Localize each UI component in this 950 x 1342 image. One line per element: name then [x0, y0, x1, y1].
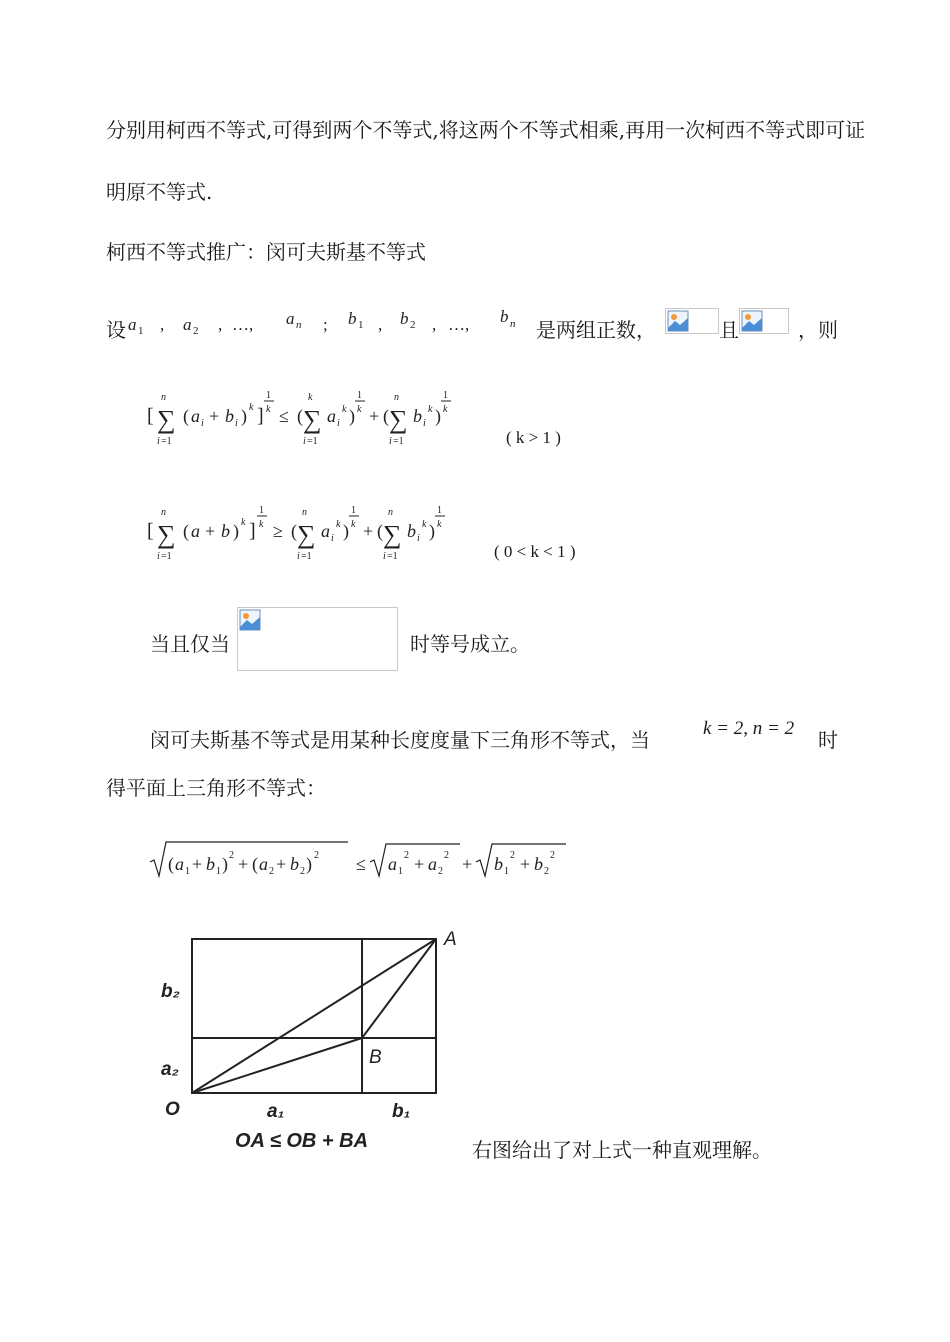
svg-text:=1: =1: [387, 551, 398, 562]
broken-image-icon: [239, 609, 261, 631]
paragraph2-line2: 得平面上三角形不等式：: [106, 776, 326, 800]
svg-text:,: ,: [378, 315, 383, 334]
svg-text:1: 1: [443, 390, 448, 401]
label-b2: b₂: [161, 981, 180, 1002]
broken-image-3: [237, 607, 398, 671]
svg-text:i: i: [235, 418, 238, 429]
svg-text:2: 2: [314, 850, 319, 861]
svg-text:1: 1: [351, 505, 356, 516]
label-a2: a₂: [161, 1059, 179, 1080]
svg-text:+: +: [192, 854, 203, 874]
svg-text:): ): [343, 521, 349, 541]
svg-text:1: 1: [357, 390, 362, 401]
svg-text:b: b: [348, 309, 357, 328]
svg-text:1: 1: [358, 319, 364, 331]
svg-text:a: a: [428, 854, 437, 874]
svg-text:a: a: [259, 854, 268, 874]
svg-text:∑: ∑: [297, 520, 316, 549]
svg-text:∑: ∑: [383, 520, 402, 549]
svg-text:=1: =1: [161, 436, 172, 447]
svg-text:k: k: [241, 517, 246, 528]
paragraph2-line1-suffix: 时: [818, 728, 838, 752]
svg-text:b: b: [206, 854, 215, 874]
svg-text:=1: =1: [307, 436, 318, 447]
formula-2: [145, 495, 485, 565]
svg-text:1: 1: [138, 325, 144, 337]
svg-text:n: n: [302, 507, 307, 518]
svg-text:1: 1: [266, 390, 271, 401]
broken-image-icon: [741, 310, 763, 332]
section-heading: 柯西不等式推广：闵可夫斯基不等式: [106, 240, 426, 264]
svg-text:n: n: [161, 392, 166, 403]
setup-suffix: 是两组正数，: [536, 318, 656, 342]
svg-text:2: 2: [300, 866, 305, 877]
svg-text:∑: ∑: [157, 405, 176, 434]
svg-text:a: a: [128, 315, 137, 334]
figure-caption: OA ≤ OB + BA: [235, 1130, 369, 1152]
segment-OB: [192, 1038, 362, 1093]
svg-text:1: 1: [398, 866, 403, 877]
svg-text:i: i: [297, 551, 300, 562]
svg-text:k: k: [357, 404, 362, 415]
svg-text:k: k: [422, 519, 427, 530]
svg-text:k: k: [437, 519, 442, 530]
svg-text:[: [: [147, 405, 154, 427]
svg-text:≤: ≤: [356, 854, 366, 874]
svg-text:b: b: [225, 406, 234, 426]
svg-text:+: +: [238, 854, 249, 874]
svg-text:+: +: [462, 854, 473, 874]
svg-text:k: k: [443, 404, 448, 415]
svg-text:2: 2: [193, 325, 199, 337]
svg-text:]: ]: [249, 520, 256, 542]
svg-text:b: b: [290, 854, 299, 874]
svg-text:n: n: [394, 392, 399, 403]
svg-text:+: +: [209, 406, 220, 426]
setup-variables: [128, 300, 528, 340]
svg-text:1: 1: [437, 505, 442, 516]
svg-text:a: a: [191, 521, 200, 541]
broken-image-1: [665, 308, 719, 334]
svg-text:2: 2: [229, 850, 234, 861]
paragraph2-math: k = 2, n = 2: [703, 718, 795, 739]
svg-text:,: ,: [432, 315, 437, 334]
paragraph1-line2: 明原不等式.: [106, 180, 213, 204]
svg-text:(: (: [183, 521, 189, 541]
svg-text:k: k: [351, 519, 356, 530]
svg-text:1: 1: [259, 505, 264, 516]
svg-text:(: (: [297, 406, 303, 426]
svg-text:k: k: [259, 519, 264, 530]
svg-text:i: i: [331, 533, 334, 544]
conj-text: 且: [719, 318, 739, 342]
label-A: A: [444, 929, 457, 950]
svg-text:2: 2: [550, 850, 555, 861]
svg-text:+: +: [363, 521, 374, 541]
svg-text:i: i: [423, 418, 426, 429]
label-b1: b₁: [392, 1101, 411, 1122]
svg-text:2: 2: [444, 850, 449, 861]
svg-text:+: +: [205, 521, 216, 541]
formula-1: [145, 380, 485, 450]
svg-text:k: k: [266, 404, 271, 415]
segment-BA: [362, 939, 436, 1038]
svg-text:∑: ∑: [303, 405, 322, 434]
svg-text:=1: =1: [393, 436, 404, 447]
svg-text:k: k: [249, 402, 254, 413]
setup-prefix: 设: [106, 318, 126, 342]
svg-text:b: b: [534, 854, 543, 874]
svg-text:…,: …,: [232, 315, 254, 334]
svg-text:+: +: [369, 406, 380, 426]
svg-text:i: i: [201, 418, 204, 429]
svg-text:≤: ≤: [279, 406, 289, 426]
formula-3: [148, 838, 578, 882]
then-text: ，则: [798, 318, 838, 342]
svg-text:2: 2: [544, 866, 549, 877]
svg-text:i: i: [383, 551, 386, 562]
svg-text:b: b: [407, 521, 416, 541]
svg-text:a: a: [327, 406, 336, 426]
broken-image-icon: [667, 310, 689, 332]
svg-text:+: +: [414, 854, 425, 874]
svg-text:n: n: [161, 507, 166, 518]
svg-text:(: (: [252, 854, 258, 874]
formula-2-condition: ( 0 < k < 1 ): [494, 542, 576, 561]
formula-1-condition: ( k > 1 ): [506, 428, 561, 447]
svg-text:a: a: [175, 854, 184, 874]
svg-text:): ): [222, 854, 228, 874]
svg-text:): ): [241, 406, 247, 426]
paragraph2-line1-prefix: 闵可夫斯基不等式是用某种长度度量下三角形不等式，当: [150, 728, 650, 752]
svg-text:i: i: [303, 436, 306, 447]
svg-text:∑: ∑: [389, 405, 408, 434]
svg-text:k: k: [308, 392, 313, 403]
figure-note: 右图给出了对上式一种直观理解。: [472, 1138, 772, 1162]
paragraph1-line1: 分别用柯西不等式,可得到两个不等式,将这两个不等式相乘,再用一次柯西不等式即可证: [106, 118, 866, 142]
svg-text:): ): [435, 406, 441, 426]
svg-text:i: i: [389, 436, 392, 447]
svg-text:a: a: [388, 854, 397, 874]
svg-text:2: 2: [438, 866, 443, 877]
broken-image-2: [739, 308, 789, 334]
svg-text:=1: =1: [301, 551, 312, 562]
svg-text:i: i: [157, 551, 160, 562]
svg-text:i: i: [157, 436, 160, 447]
svg-text:k: k: [342, 404, 347, 415]
svg-text:k: k: [336, 519, 341, 530]
svg-text:): ): [349, 406, 355, 426]
svg-text:+: +: [520, 854, 531, 874]
svg-text:n: n: [296, 319, 302, 331]
svg-text:2: 2: [404, 850, 409, 861]
svg-text:): ): [429, 521, 435, 541]
equality-suffix: 时等号成立。: [410, 632, 530, 656]
label-a1: a₁: [267, 1101, 285, 1122]
svg-text:(: (: [168, 854, 174, 874]
setup-line: [106, 314, 126, 343]
minkowski-figure: [155, 925, 475, 1160]
svg-text:1: 1: [216, 866, 221, 877]
svg-text:k: k: [428, 404, 433, 415]
svg-text:b: b: [413, 406, 422, 426]
svg-text:[: [: [147, 520, 154, 542]
svg-text:]: ]: [257, 405, 264, 427]
svg-text:(: (: [183, 406, 189, 426]
svg-text:+: +: [276, 854, 287, 874]
svg-text:=1: =1: [161, 551, 172, 562]
svg-text:;: ;: [323, 315, 328, 334]
svg-text:1: 1: [185, 866, 190, 877]
svg-text:i: i: [337, 418, 340, 429]
svg-text:(: (: [291, 521, 297, 541]
label-B: B: [369, 1047, 382, 1068]
svg-text:1: 1: [504, 866, 509, 877]
svg-text:n: n: [510, 318, 516, 330]
svg-text:a: a: [286, 309, 295, 328]
svg-text:2: 2: [510, 850, 515, 861]
svg-text:,: ,: [218, 315, 223, 334]
svg-text:a: a: [183, 315, 192, 334]
svg-text:i: i: [417, 533, 420, 544]
svg-text:b: b: [494, 854, 503, 874]
svg-text:a: a: [191, 406, 200, 426]
svg-text:,: ,: [160, 315, 165, 334]
svg-text:b: b: [221, 521, 230, 541]
segment-OA: [192, 939, 436, 1093]
label-O: O: [165, 1099, 180, 1120]
svg-text:a: a: [321, 521, 330, 541]
svg-text:): ): [233, 521, 239, 541]
svg-text:(: (: [377, 521, 383, 541]
svg-text:n: n: [388, 507, 393, 518]
svg-text:): ): [306, 854, 312, 874]
equality-prefix: 当且仅当: [150, 632, 230, 656]
svg-text:≥: ≥: [273, 521, 283, 541]
svg-text:∑: ∑: [157, 520, 176, 549]
svg-text:…,: …,: [448, 315, 470, 334]
svg-text:b: b: [500, 307, 509, 326]
svg-text:b: b: [400, 309, 409, 328]
svg-text:2: 2: [269, 866, 274, 877]
svg-text:(: (: [383, 406, 389, 426]
svg-text:2: 2: [410, 319, 416, 331]
